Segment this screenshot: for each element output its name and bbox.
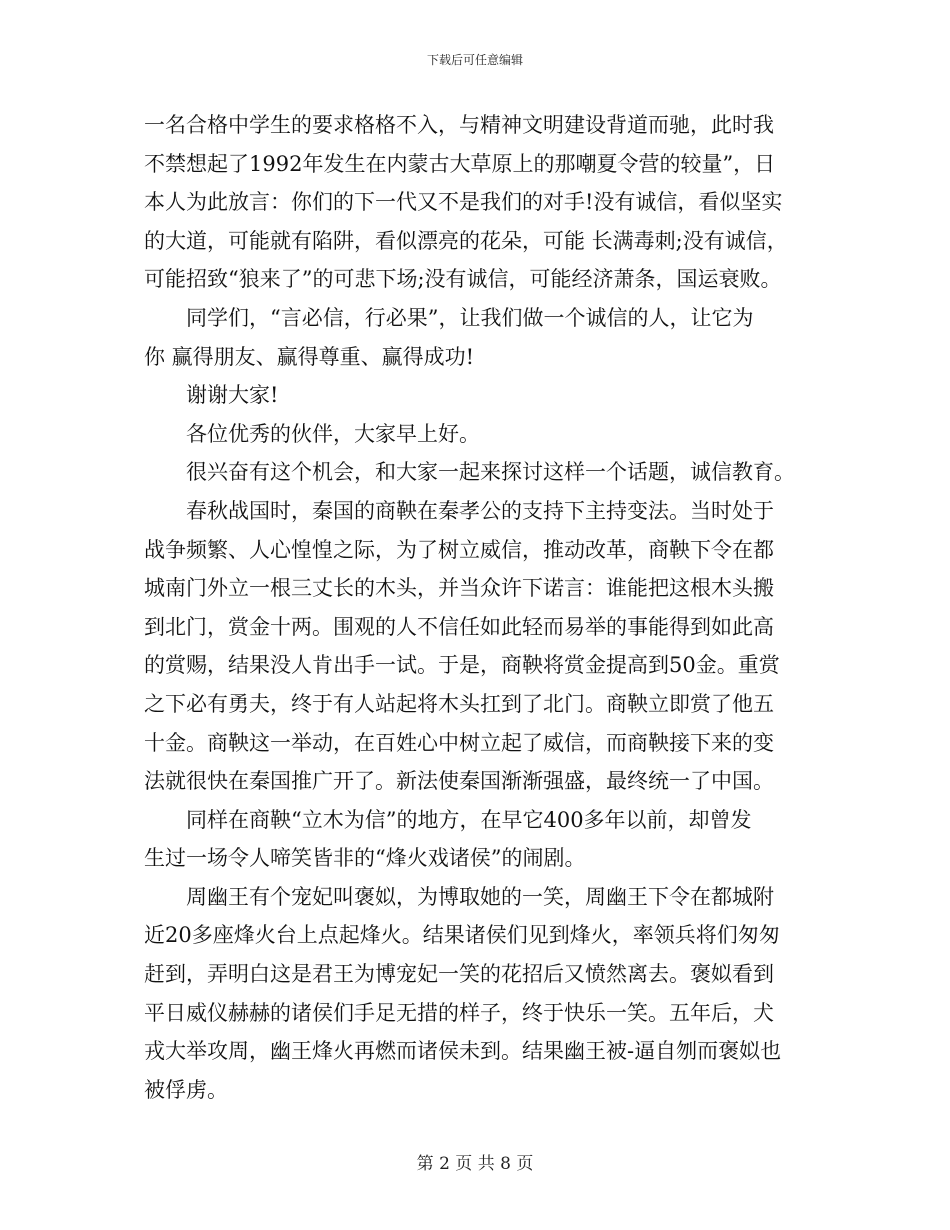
text-line: 城南门外立一根三丈长的木头，并当众许下诺言：谁能把这根木头搬 — [144, 576, 774, 601]
text-line: 本人为此放言：你们的下一代又不是我们的对手!没有诚信，看似坚实 — [144, 190, 783, 215]
text-line: 戎大举攻周，幽王烽火再燃而诸侯未到。结果幽王被-逼自刎而褒姒也 — [144, 1039, 782, 1064]
text-line: 十金。商鞅这一举动，在百姓心中树立起了威信，而商鞅接下来的变 — [144, 730, 774, 755]
text-line: 生过一场令人啼笑皆非的“烽火戏诸侯”的闹剧。 — [144, 846, 586, 871]
text-line: 各位优秀的伙伴，大家早上好。 — [144, 421, 480, 446]
page-header: 下载后可任意编辑 — [426, 53, 523, 67]
text-line: 春秋战国时，秦国的商鞅在秦孝公的支持下主持变法。当时处于 — [144, 498, 774, 523]
text-line: 很兴奋有这个机会，和大家一起来探讨这样一个话题，诚信教育。 — [144, 460, 795, 485]
text-line: 谢谢大家! — [144, 383, 279, 408]
text-line: 法就很快在秦国推广开了。新法使秦国渐渐强盛，最终统一了中国。 — [144, 769, 774, 794]
text-line: 的赏赐，结果没人肯出手一试。于是，商鞅将赏金提高到50金。重赏 — [144, 653, 780, 678]
page-number-footer: 第 2 页 共 8 页 — [416, 1154, 534, 1174]
text-line: 可能招致“狼来了”的可悲下场;没有诚信，可能经济萧条，国运衰败。 — [144, 267, 782, 292]
text-line: 战争频繁、人心惶惶之际，为了树立威信，推动改革，商鞅下令在都 — [144, 537, 774, 562]
text-line: 周幽王有个宠妃叫褒姒，为博取她的一笑，周幽王下令在都城附 — [144, 884, 774, 909]
text-line: 赶到，弄明白这是君王为博宠妃一笑的花招后又愤然离去。褒姒看到 — [144, 962, 774, 987]
text-line: 同样在商鞅“立木为信”的地方，在早它400多年以前，却曾发 — [144, 807, 752, 832]
text-line: 不禁想起了1992年发生在内蒙古大草原上的那嘲夏令营的较量”，日 — [144, 151, 776, 176]
document-body — [144, 106, 824, 1109]
text-line: 被俘虏。 — [144, 1077, 228, 1102]
text-line: 到北门，赏金十两。围观的人不信任如此轻而易举的事能得到如此高 — [144, 614, 774, 639]
text-line: 近20多座烽火台上点起烽火。结果诸侯们见到烽火，率领兵将们匆匆 — [144, 923, 780, 948]
text-line: 的大道，可能就有陷阱，看似漂亮的花朵，可能 长满毒刺;没有诚信， — [144, 228, 788, 253]
text-line: 你 赢得朋友、赢得尊重、赢得成功! — [144, 344, 475, 369]
text-line: 之下必有勇夫，终于有人站起将木头扛到了北门。商鞅立即赏了他五 — [144, 691, 774, 716]
text-line: 一名合格中学生的要求格格不入，与精神文明建设背道而驰，此时我 — [144, 113, 774, 137]
text-line: 同学们，“言必信，行必果”，让我们做一个诚信的人，让它为 — [144, 305, 754, 330]
text-line: 平日威仪赫赫的诸侯们手足无措的样子，终于快乐一笑。五年后，犬 — [144, 1000, 774, 1025]
